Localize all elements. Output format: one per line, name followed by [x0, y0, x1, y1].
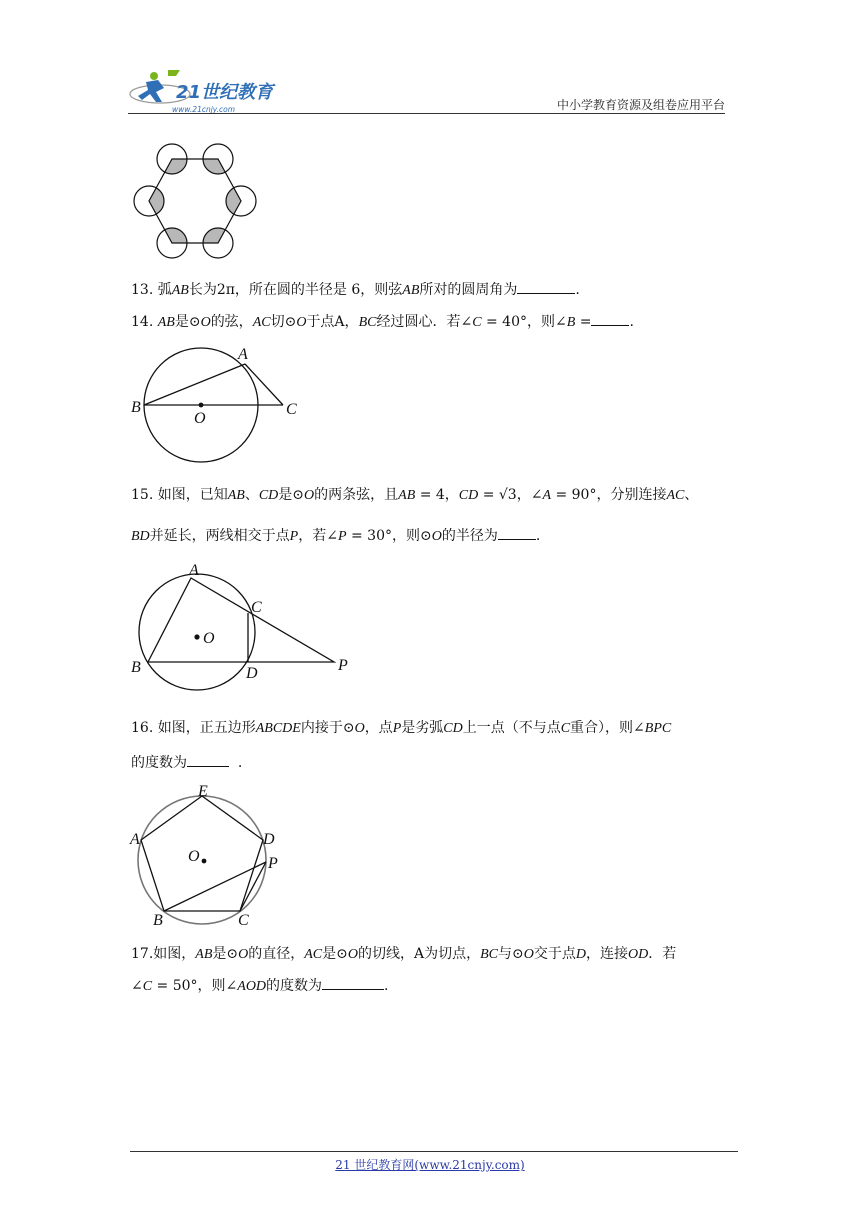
- site-logo: [128, 66, 288, 116]
- label-O: O: [194, 410, 206, 427]
- label-A: A: [189, 562, 199, 579]
- question-17: 17.如图，AB是⊙O的直径，AC是⊙O的切线，A为切点，BC与⊙O交于点D，连接OD．若: [131, 946, 677, 962]
- label-B: B: [131, 659, 141, 676]
- label-E: E: [198, 783, 208, 800]
- question-17-line2: ∠C = 50°，则∠AOD的度数为 .: [131, 975, 731, 997]
- question-15-line2: BD并延长，两线相交于点P，若∠P = 30°，则⊙O的半径为 .: [131, 525, 731, 547]
- hexagon-circles-figure: [130, 142, 262, 260]
- label-O: O: [188, 848, 200, 865]
- logo-text: 21世纪教育: [176, 82, 274, 103]
- label-B: B: [153, 912, 163, 929]
- figure-15: [128, 558, 368, 688]
- logo-url: www.21cnjy.com: [172, 105, 236, 114]
- question-16: 16. 如图，正五边形ABCDE内接于⊙O，点P是劣弧CD上一点（不与点C重合），则∠BPC: [131, 720, 672, 736]
- label-C: C: [251, 599, 262, 616]
- platform-name: 中小学教育资源及组卷应用平台: [556, 98, 725, 112]
- label-C: C: [286, 401, 297, 418]
- label-O: O: [203, 630, 215, 647]
- question-14: 14. AB是⊙O的弦，AC切⊙O于点A，BC经过圆心．若∠C = 40°，则∠B = .: [131, 311, 731, 333]
- label-D: D: [263, 831, 275, 848]
- answer-blank[interactable]: [498, 525, 536, 540]
- footer-link[interactable]: 21 世纪教育网(www.21cnjy.com): [335, 1158, 525, 1172]
- answer-blank[interactable]: [187, 752, 229, 767]
- question-15: 15. 如图，已知AB、CD是⊙O的两条弦，且AB = 4，CD = √3，∠A = 90°，分别连接AC、: [131, 487, 699, 503]
- label-D: D: [246, 665, 258, 682]
- label-A: A: [130, 831, 140, 848]
- figure-14: [128, 344, 308, 474]
- label-P: P: [268, 855, 278, 872]
- header-divider: [128, 113, 725, 114]
- footer-divider: [130, 1151, 738, 1152]
- answer-blank[interactable]: [322, 975, 384, 990]
- label-A: A: [238, 346, 248, 363]
- question-16-line2: 的度数为 .: [131, 752, 731, 773]
- answer-blank[interactable]: [517, 279, 575, 294]
- label-C: C: [238, 912, 249, 929]
- logo-runner-icon: [128, 66, 288, 116]
- question-13: 13. 弧AB长为2π，所在圆的半径是 6，则弦AB所对的圆周角为 .: [131, 279, 731, 301]
- answer-blank[interactable]: [591, 311, 629, 326]
- figure-16: [128, 784, 288, 929]
- label-B: B: [131, 399, 141, 416]
- label-P: P: [338, 657, 348, 674]
